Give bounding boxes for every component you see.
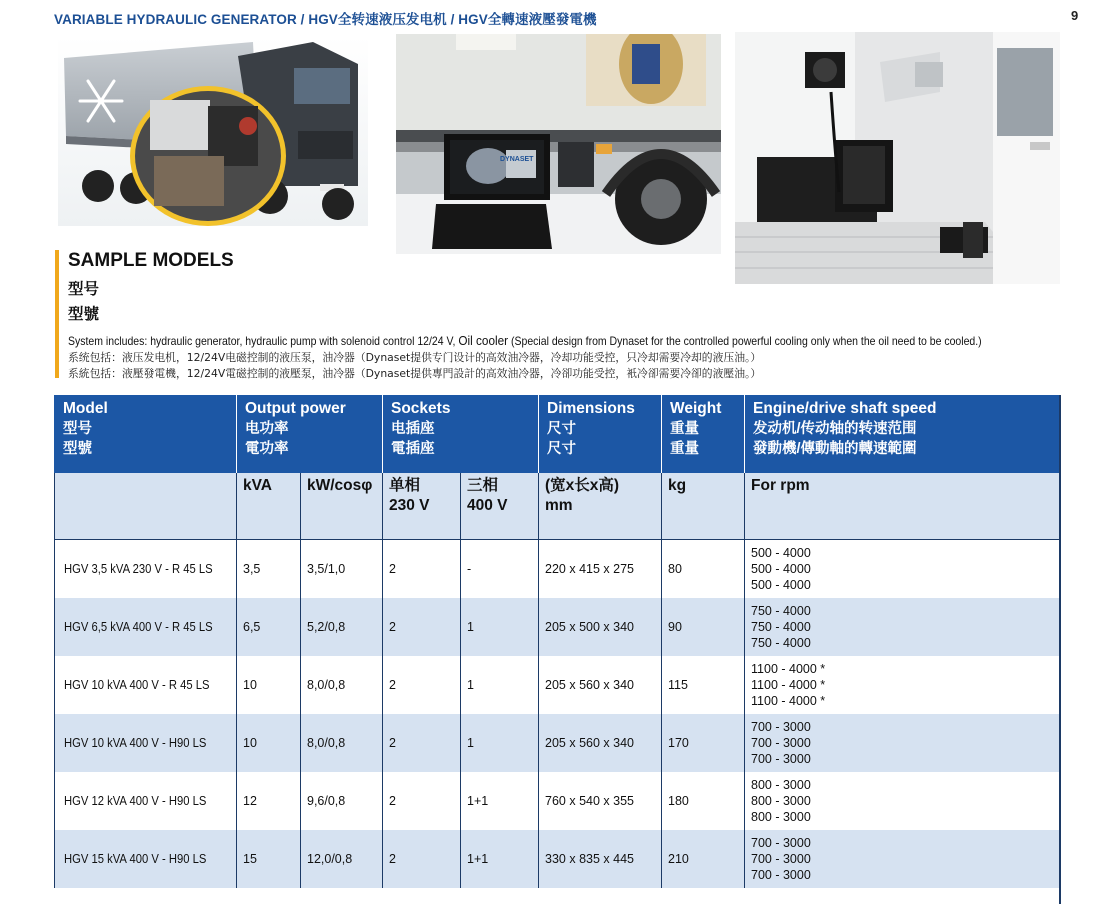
table-row	[55, 830, 1061, 888]
row-model: HGV 6,5 kVA 400 V - R 45 LS	[64, 620, 213, 634]
row-weight: 180	[662, 772, 745, 830]
subheader-kva: kVA	[237, 473, 301, 540]
table-subheader-row	[55, 473, 1061, 540]
row-sockets-400: -	[461, 540, 539, 599]
row-dimensions: 760 x 540 x 355	[539, 772, 662, 830]
system-description-cn-simplified: 系统包括：液压发电机，12/24V电磁控制的液压泵，油冷器（Dynaset提供专门设计的高效油冷器，冷却功能受控，只冷却需要冷却的液压油。）	[68, 351, 762, 364]
row-kw: 12,0/0,8	[301, 830, 383, 888]
table-row	[55, 772, 1061, 830]
van-interior-photo	[735, 32, 1060, 284]
section-accent-bar	[55, 250, 59, 378]
row-dimensions: 205 x 560 x 340	[539, 714, 662, 772]
row-rpm: 800 - 3000 800 - 3000 800 - 3000	[745, 772, 1061, 830]
row-sockets-400: 1	[461, 598, 539, 656]
sample-models-title-cn-traditional: 型號	[68, 305, 100, 323]
row-kw: 8,0/0,8	[301, 656, 383, 714]
row-weight: 115	[662, 656, 745, 714]
truck-photo	[58, 36, 368, 226]
row-model: HGV 12 kVA 400 V - H90 LS	[64, 794, 207, 808]
row-kva: 10	[237, 714, 301, 772]
row-kva: 15	[237, 830, 301, 888]
table-row	[55, 714, 1061, 772]
row-rpm: 750 - 4000 750 - 4000 750 - 4000	[745, 598, 1061, 656]
row-sockets-400: 1	[461, 656, 539, 714]
row-kw: 3,5/1,0	[301, 540, 383, 599]
header-model: Model 型号 型號	[55, 395, 237, 473]
header-engine-speed: Engine/drive shaft speed 发动机/传动轴的转速范围 發動機/傳動軸的轉速範圍	[745, 395, 1061, 473]
row-sockets-400: 1+1	[461, 830, 539, 888]
system-description-cn-traditional: 系統包括：液壓發電機，12/24V電磁控制的液壓泵，油冷器（Dynaset提供專門設計的高效油冷器，冷卻功能受控，衹冷卻需要冷卻的液壓油。）	[68, 367, 762, 380]
row-model: HGV 3,5 kVA 230 V - R 45 LS	[64, 562, 213, 576]
system-description-en-part2: (Special design from Dynaset for the controlled powerful cooling only when the oil need to be cooled.)	[508, 335, 982, 348]
row-model: HGV 10 kVA 400 V - H90 LS	[64, 736, 207, 750]
header-output-power: Output power 电功率 電功率	[237, 395, 383, 473]
sample-models-table	[54, 395, 1061, 888]
subheader-rpm: For rpm	[745, 473, 1061, 540]
row-sockets-230: 2	[383, 714, 461, 772]
row-kva: 12	[237, 772, 301, 830]
header-dimensions: Dimensions 尺寸 尺寸	[539, 395, 662, 473]
page-header-title: VARIABLE HYDRAULIC GENERATOR / HGV全转速液压发电机 / HGV全轉速液壓發電機	[54, 12, 597, 27]
row-sockets-230: 2	[383, 656, 461, 714]
subheader-kg: kg	[662, 473, 745, 540]
row-dimensions: 220 x 415 x 275	[539, 540, 662, 599]
row-kva: 3,5	[237, 540, 301, 599]
row-sockets-230: 2	[383, 540, 461, 599]
row-sockets-230: 2	[383, 830, 461, 888]
subheader-dimensions-unit: (宽x长x高) mm	[539, 473, 662, 540]
row-sockets-230: 2	[383, 772, 461, 830]
system-description-en-part1: System includes: hydraulic generator, hydraulic pump with solenoid control 12/24 V,	[68, 335, 459, 348]
row-model: HGV 10 kVA 400 V - R 45 LS	[64, 678, 210, 692]
trailer-photo	[396, 34, 721, 254]
row-kva: 10	[237, 656, 301, 714]
oil-cooler-text: Oil cooler	[458, 333, 509, 348]
table-row	[55, 540, 1061, 599]
row-dimensions: 205 x 560 x 340	[539, 656, 662, 714]
row-sockets-230: 2	[383, 598, 461, 656]
subheader-three-phase: 三相 400 V	[461, 473, 539, 540]
row-model: HGV 15 kVA 400 V - H90 LS	[64, 852, 207, 866]
row-dimensions: 330 x 835 x 445	[539, 830, 662, 888]
row-dimensions: 205 x 500 x 340	[539, 598, 662, 656]
row-sockets-400: 1+1	[461, 772, 539, 830]
page-number: 9	[1071, 8, 1079, 23]
row-weight: 210	[662, 830, 745, 888]
row-rpm: 500 - 4000 500 - 4000 500 - 4000	[745, 540, 1061, 599]
row-kw: 9,6/0,8	[301, 772, 383, 830]
row-kw: 5,2/0,8	[301, 598, 383, 656]
sample-models-title-cn-simplified: 型号	[68, 280, 100, 298]
table-right-border	[1059, 395, 1061, 904]
subheader-model-empty	[55, 473, 237, 540]
table-header-row	[55, 395, 1061, 473]
row-weight: 170	[662, 714, 745, 772]
dynaset-badge: DYNASET	[500, 156, 534, 163]
row-rpm: 700 - 3000 700 - 3000 700 - 3000	[745, 714, 1061, 772]
system-description-en	[68, 333, 1002, 348]
row-rpm: 700 - 3000 700 - 3000 700 - 3000	[745, 830, 1061, 888]
header-sockets: Sockets 电插座 電插座	[383, 395, 539, 473]
row-weight: 80	[662, 540, 745, 599]
sample-models-title: SAMPLE MODELS	[68, 250, 234, 271]
table-row	[55, 656, 1061, 714]
row-rpm: 1100 - 4000 * 1100 - 4000 * 1100 - 4000 *	[745, 656, 1061, 714]
row-weight: 90	[662, 598, 745, 656]
subheader-single-phase: 单相 230 V	[383, 473, 461, 540]
table-row	[55, 598, 1061, 656]
row-kw: 8,0/0,8	[301, 714, 383, 772]
row-sockets-400: 1	[461, 714, 539, 772]
subheader-kw-cos: kW/cosφ	[301, 473, 383, 540]
header-weight: Weight 重量 重量	[662, 395, 745, 473]
row-kva: 6,5	[237, 598, 301, 656]
